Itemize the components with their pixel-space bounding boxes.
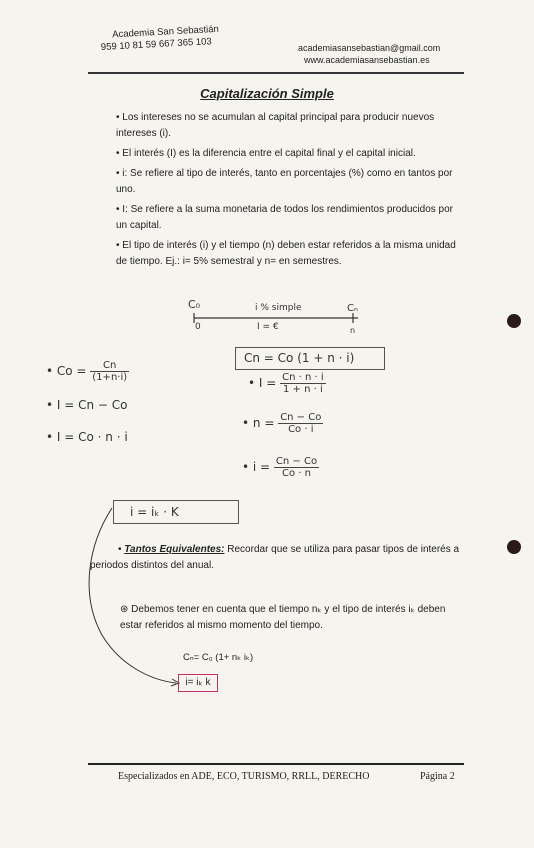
timeline-cn: Cₙ (347, 303, 358, 314)
tantos-heading: Tantos Equivalentes: (124, 544, 225, 555)
formula-co-prefix: • Co = (46, 364, 91, 378)
header-academy-info (100, 24, 220, 54)
formula-n (242, 412, 323, 435)
formula-i-den: Co · n (282, 468, 311, 479)
bullet-item: • i: Se refiere al tipo de interés, tanto en porcentajes (%) como en tantos por uno. (116, 168, 453, 195)
academy-email: academiasansebastian@gmail.com (298, 43, 441, 53)
bullet-item: • Los intereses no se acumulan al capital principal para producir nuevos intereses (i). (116, 112, 435, 139)
main-formula-box (235, 347, 385, 370)
formula-i-prefix: • i = (242, 460, 274, 474)
timeline-interest: I = € (257, 322, 279, 332)
definition-list (116, 110, 461, 274)
tantos-result: i= iₖ k (185, 677, 211, 688)
binder-hole (507, 540, 521, 554)
formula-n-fraction (278, 412, 323, 435)
bullet-item: • I: Se refiere a la suma monetaria de todos los rendimientos producidos por un capital. (116, 204, 454, 231)
tantos-formula: Cₙ= C₀ (1+ nₖ iₖ) (183, 652, 254, 663)
page-title: Capitalización Simple (200, 86, 334, 101)
formula-I-num: Cn · n · i (282, 372, 324, 383)
main-formula: Cn = Co (1 + n · i) (244, 351, 355, 365)
formula-i-num: Cn − Co (275, 456, 318, 467)
formula-i (242, 456, 319, 479)
academy-website: www.academiasansebastian.es (304, 55, 430, 65)
timeline-c0: C₀ (188, 298, 201, 311)
footer-divider (88, 763, 464, 765)
page-number: Página 2 (420, 771, 455, 782)
formula-I-fraction (280, 372, 326, 395)
formula-I-den: 1 + n · i (283, 384, 323, 395)
tantos-note: ⊛ Debemos tener en cuenta que el tiempo nₖ y el tipo de interés iₖ deben estar referidos al mismo momento del tiempo. (120, 604, 446, 631)
connector-arrow (80, 505, 185, 690)
footer-specialties: Especializados en ADE, ECO, TURISMO, RRLL, DERECHO (118, 771, 370, 782)
formula-n-num: Cn − Co (280, 412, 322, 423)
bullet-item: • El interés (I) es la diferencia entre el capital final y el capital inicial. (116, 148, 416, 159)
formula-I-prefix: • I = (248, 376, 281, 390)
formula-interest-product: • I = Co · n · i (46, 430, 128, 444)
formula-co-den: (1+n·i) (92, 372, 128, 383)
formula-interest-diff: • I = Cn − Co (46, 398, 128, 412)
bullet-item: • El tipo de interés (i) y el tiempo (n) deben estar referidos a la misma unidad de tiempo. Ej.: i= 5% semestral y n= en semestres. (116, 240, 456, 267)
timeline-rate: i % simple (255, 303, 302, 313)
header-contact (298, 42, 440, 66)
timeline-end: n (350, 326, 356, 335)
formula-co-fraction (90, 360, 129, 383)
formula-interest-derived (248, 372, 326, 395)
equivalence-formula: i = iₖ · K (130, 505, 179, 519)
tantos-result-box (178, 674, 218, 692)
academy-name: Academia San Sebastián (111, 23, 220, 41)
tantos-text: Recordar que se utiliza para pasar tipos de interés a periodos distintos del anual. (90, 544, 460, 571)
tantos-paragraph: • Tantos Equivalentes: Recordar que se utiliza para pasar tipos de interés a periodos distintos del anual. (90, 544, 460, 571)
formula-n-den: Co · i (288, 424, 314, 435)
formula-i-fraction (274, 456, 319, 479)
formula-co-num: Cn (90, 360, 129, 372)
formula-co (46, 360, 129, 383)
formula-n-prefix: • n = (242, 416, 279, 430)
header-divider (88, 72, 464, 74)
binder-hole (507, 314, 521, 328)
academy-phones: 959 10 81 59 667 365 103 (100, 36, 213, 53)
timeline-start: 0 (195, 322, 201, 332)
